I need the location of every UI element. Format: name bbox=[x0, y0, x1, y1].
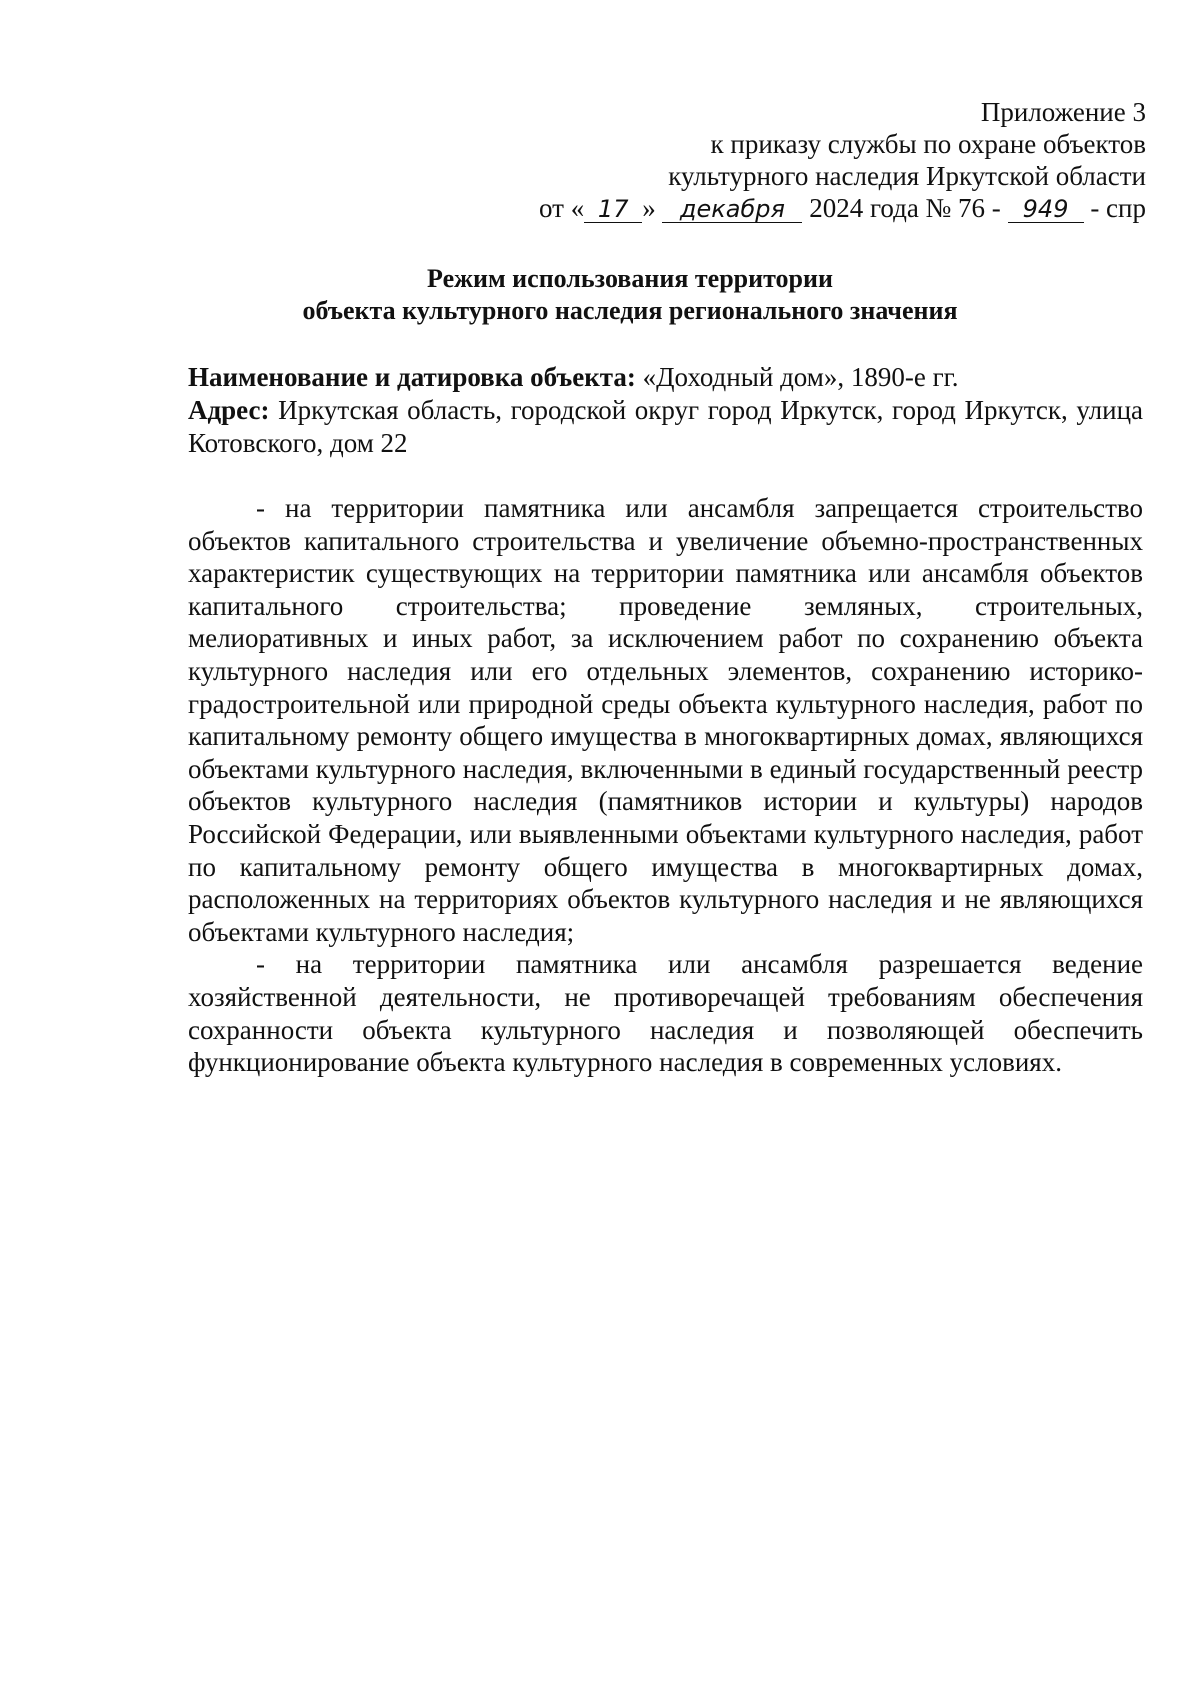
order-reference-line-1: к приказу службы по охране объектов bbox=[710, 129, 1146, 159]
regime-prohibition-paragraph: - на территории памятника или ансамбля запрещается строительство объектов капитального строительства и увеличение объемно-пространственных характеристик существующих на территории памятника или ансамбля объектов капитального строительства; проведение земляных, строительных, мелиоративных и иных работ, за исключением работ по сохранению объекта культурного наследия или его отдельных элементов, сохранению историко-градостроительной или природной среды объекта культурного наследия, работ по капитальному ремонту общего имущества в многоквартирных домах, являющихся объектами культурного наследия, включенными в единый государственный реестр объектов культурного наследия (памятников истории и культуры) народов Российской Федерации, или выявленными объектами культурного наследия, работ по капитальному ремонту общего имущества в многоквартирных домах, расположенных на территориях объектов культурного наследия и не являющихся объектами культурного наследия; bbox=[188, 493, 1143, 947]
object-name-value: «Доходный дом», 1890-е гг. bbox=[642, 362, 959, 392]
handwritten-month: декабря bbox=[662, 196, 802, 223]
handwritten-order-number: 949 bbox=[1008, 196, 1084, 223]
object-name-label: Наименование и датировка объекта: bbox=[188, 362, 636, 392]
title-line-1: Режим использования территории bbox=[427, 264, 833, 293]
object-address-row bbox=[188, 394, 1143, 460]
date-prefix: от « bbox=[539, 193, 585, 223]
regime-permission-paragraph: - на территории памятника или ансамбля разрешается ведение хозяйственной деятельности, не противоречащей требованиям обеспечения сохранности объекта культурного наследия и позволяющей обеспечить функционирование объекта культурного наследия в современных условиях. bbox=[188, 949, 1143, 1078]
appendix-number: Приложение 3 bbox=[980, 97, 1146, 127]
date-mid: » bbox=[642, 193, 656, 223]
object-address-value: Иркутская область, городской округ город Иркутск, город Иркутск, улица Котовского, дом 22 bbox=[188, 395, 1144, 458]
document-title bbox=[180, 263, 1080, 327]
object-info bbox=[188, 361, 1143, 460]
object-address-label: Адрес: bbox=[188, 395, 270, 425]
handwritten-day: 17 bbox=[584, 196, 642, 223]
appendix-header bbox=[426, 96, 1146, 224]
regime-text bbox=[188, 492, 1143, 1079]
title-line-2: объекта культурного наследия регионального значения bbox=[302, 296, 958, 325]
order-reference-line-2: культурного наследия Иркутской области bbox=[668, 161, 1146, 191]
order-suffix: - спр bbox=[1090, 193, 1146, 223]
date-year-text: 2024 года № 76 - bbox=[809, 193, 1001, 223]
order-date-line bbox=[426, 192, 1146, 224]
object-name-row bbox=[188, 361, 1143, 394]
